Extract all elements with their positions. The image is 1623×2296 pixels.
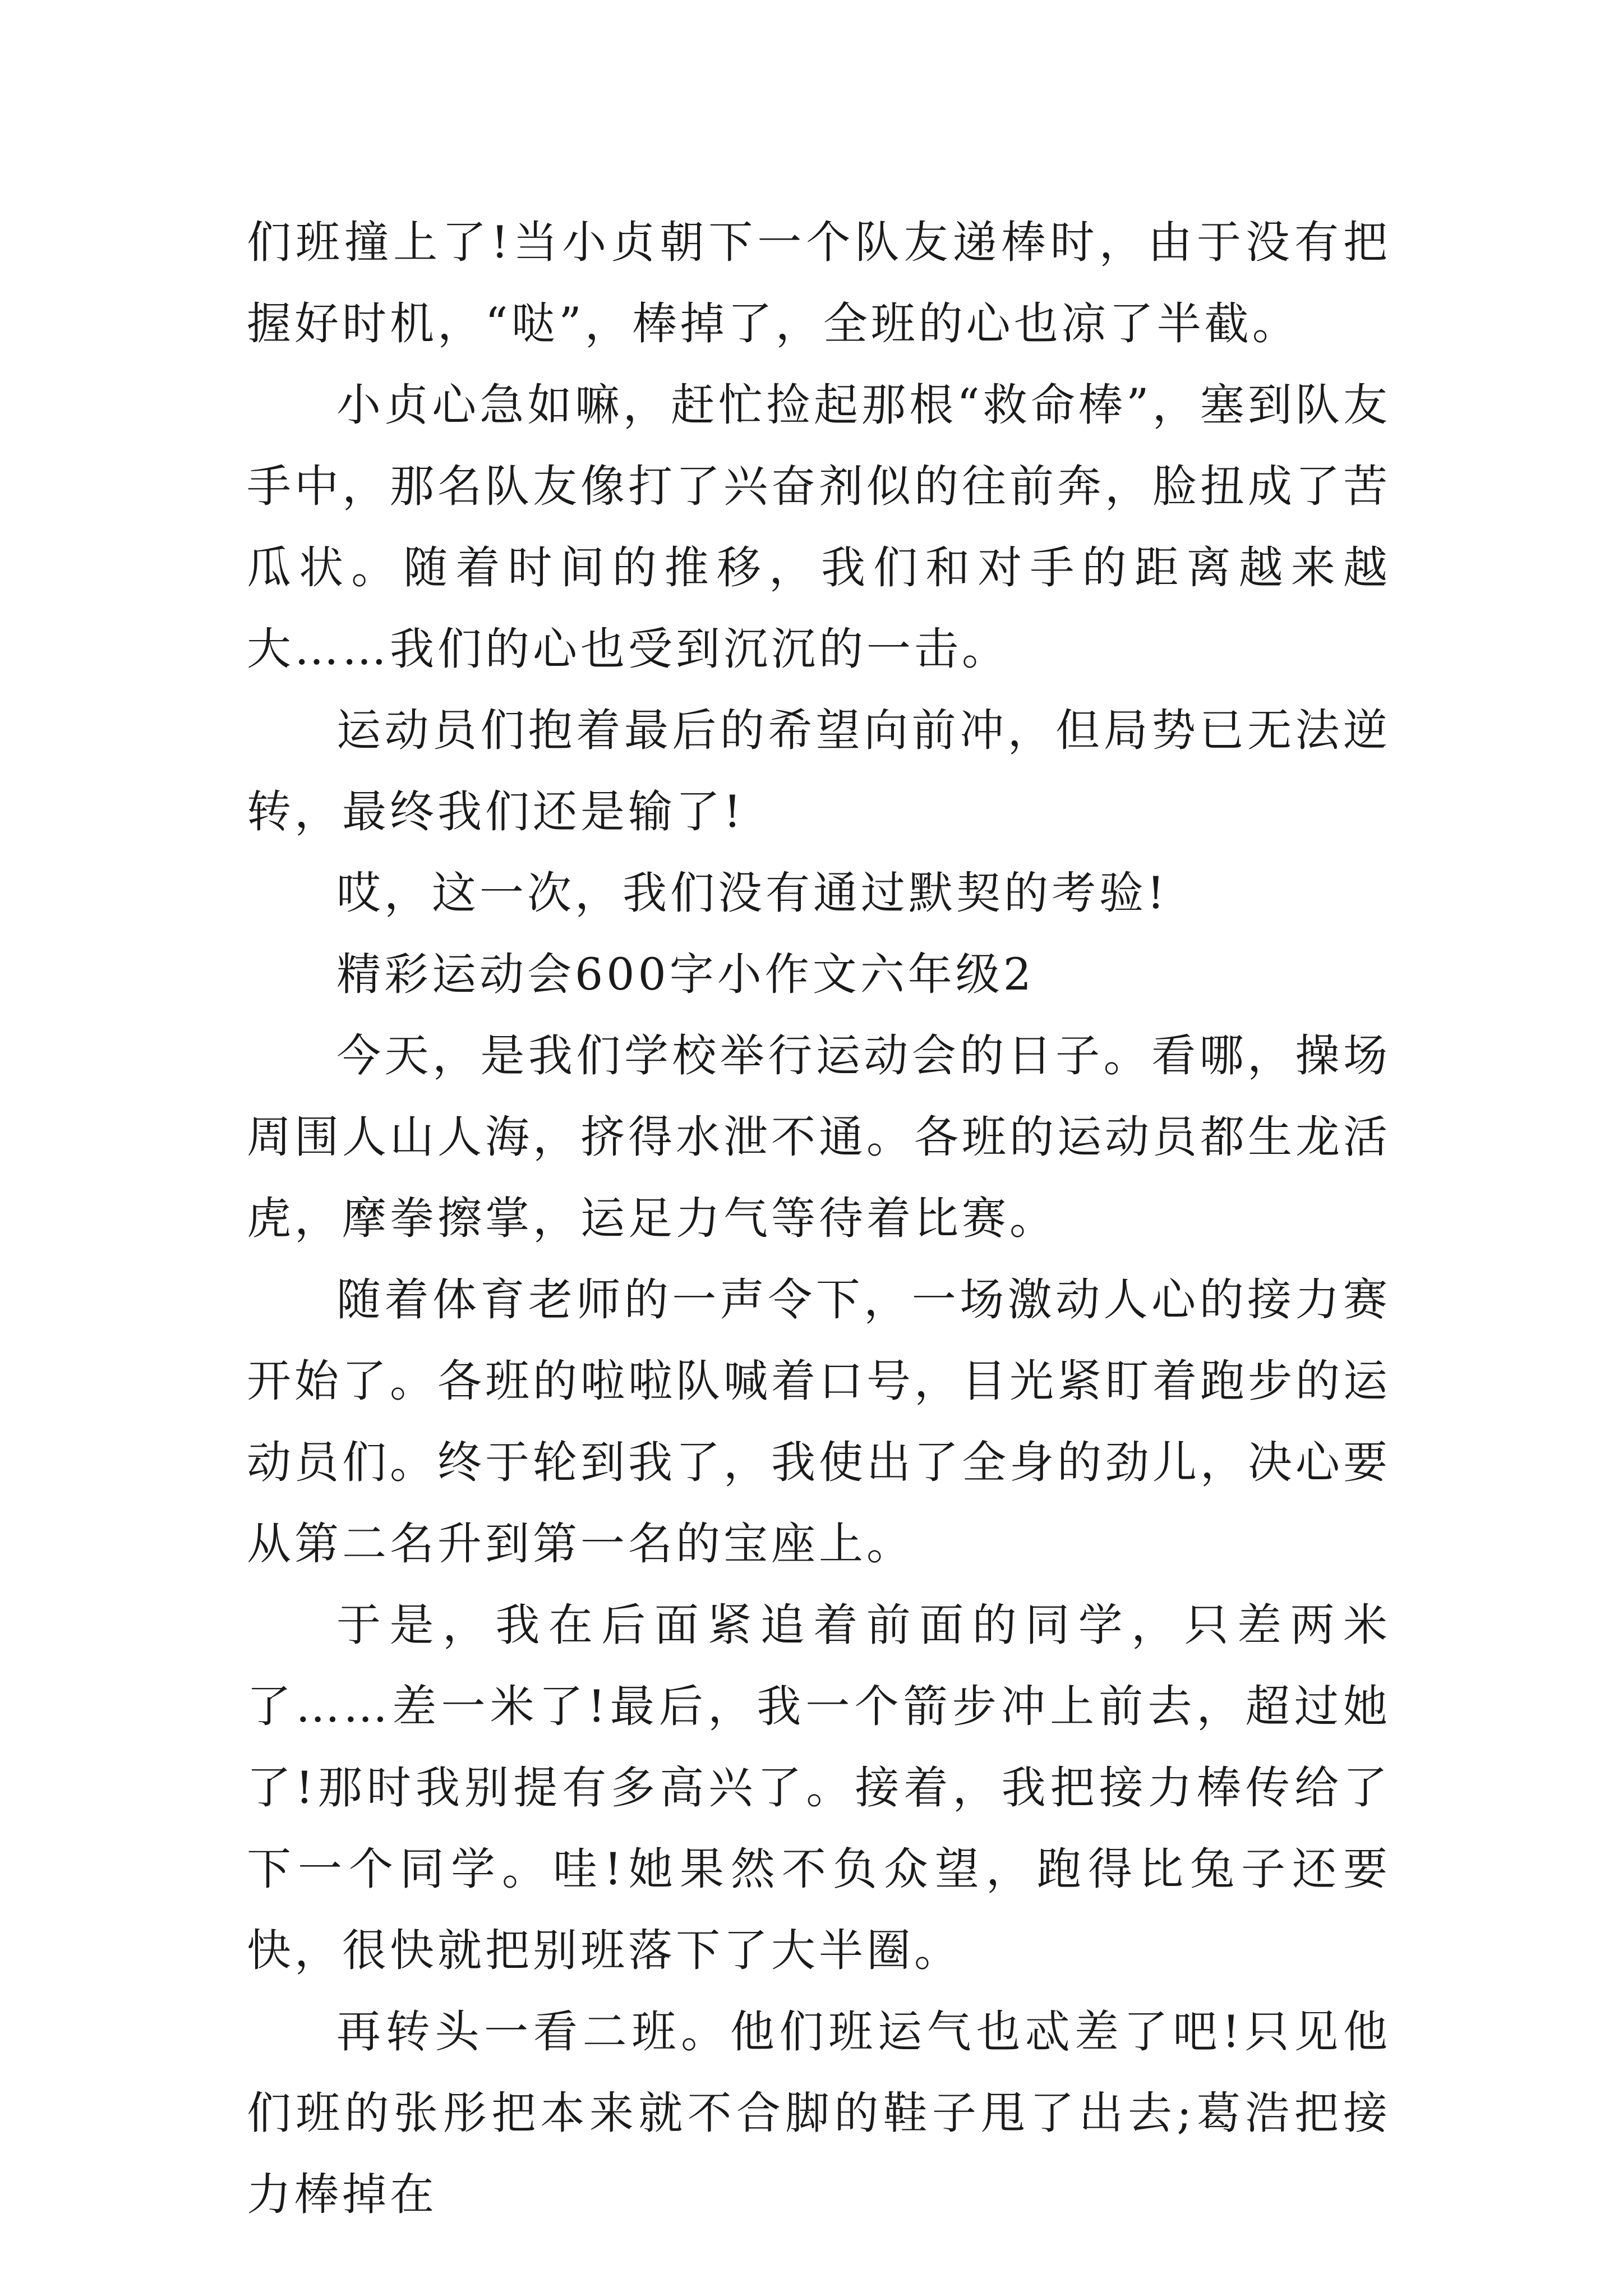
paragraph-6: 随着体育老师的一声令下，一场激动人心的接力赛开始了。各班的啦啦队喊着口号，目光紧盯着跑步的运动员们。终于轮到我了，我使出了全身的劲儿，决心要从第二名升到第一名的宝座上。 (247, 1274, 1391, 1570)
document-body (247, 202, 1391, 2235)
paragraph-3: 运动员们抱着最后的希望向前冲，但局势已无法逆转，最终我们还是输了! (247, 705, 1391, 838)
paragraph-5: 今天，是我们学校举行运动会的日子。看哪，操场周围人山人海，挤得水泄不通。各班的运动员都生龙活虎，摩拳擦掌，运足力气等待着比赛。 (247, 1030, 1391, 1244)
section-title: 精彩运动会600字小作文六年级2 (336, 949, 1035, 1000)
paragraph-2: 小贞心急如嘛，赶忙捡起那根“救命棒”，塞到队友手中，那名队友像打了兴奋剂似的往前奔，脸扭成了苦瓜状。随着时间的推移，我们和对手的距离越来越大……我们的心也受到沉沉的一击。 (247, 379, 1391, 675)
paragraph-4: 哎，这一次，我们没有通过默契的考验! (336, 867, 1168, 919)
paragraph-1: 们班撞上了!当小贞朝下一个队友递棒时，由于没有把握好时机，“哒”，棒掉了，全班的心也凉了半截。 (247, 217, 1391, 349)
paragraph-7: 于是，我在后面紧追着前面的同学，只差两米了……差一米了!最后，我一个箭步冲上前去，超过她了!那时我别提有多高兴了。接着，我把接力棒传给了下一个同学。哇!她果然不负众望，跑得比兔子还要快，很快就把别班落下了大半圈。 (247, 1599, 1391, 1976)
paragraph-8: 再转头一看二班。他们班运气也忒差了吧!只见他们班的张彤把本来就不合脚的鞋子甩了出去;葛浩把接力棒掉在 (247, 2006, 1391, 2220)
